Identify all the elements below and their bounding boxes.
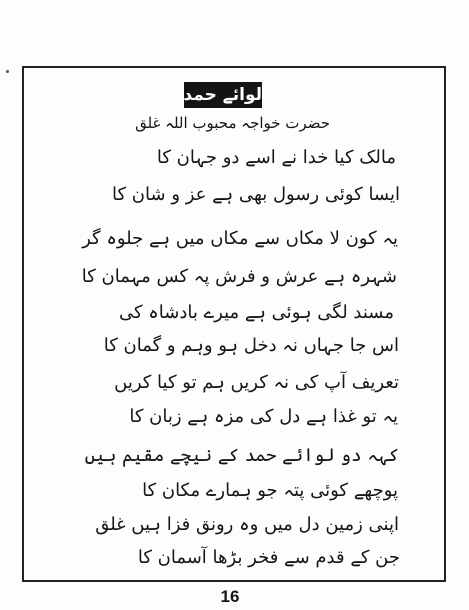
verse-line-2: ایسا کوئی رسول بھی ہے عز و شان کا <box>112 184 400 205</box>
verse-line-12: جن کے قدم سے فخر بڑھا آسمان کا <box>137 547 400 568</box>
page-number: 16 <box>220 587 240 606</box>
verse-line-7: تعریف آپ کی نہ کریں ہم تو کیا کریں <box>114 372 399 393</box>
verse-line-1: مالک کیا خدا نے اسے دو جہان کا <box>156 147 396 168</box>
poem-title-badge: لوائے حمد <box>184 82 262 108</box>
verse-line-9: کہہ دو لوائے حمد کے نیچے مقیم ہیں <box>84 445 399 466</box>
verse-line-10: پوچھے کوئی پتہ جو ہمارے مکان کا <box>142 480 398 501</box>
scan-speck <box>6 70 9 73</box>
verse-line-5: مسند لگی ہوئی ہے میرے بادشاہ کی <box>118 302 394 323</box>
verse-line-6: اس جا جہاں نہ دخل ہو وہم و گمان کا <box>103 335 399 356</box>
poet-attribution: حضرت خواجہ محبوب اللہ غلق <box>135 114 330 132</box>
verse-line-11: اپنی زمین دل میں وہ رونق فزا ہیں غلق <box>95 514 399 535</box>
verse-line-8: یہ تو غذا ہے دل کی مزہ ہے زبان کا <box>129 406 398 427</box>
verse-line-4: شہرہ ہے عرش و فرش پہ کس مہمان کا <box>81 266 397 287</box>
verse-line-3: یہ کون لا مکاں سے مکاں میں ہے جلوہ گر <box>82 228 398 249</box>
